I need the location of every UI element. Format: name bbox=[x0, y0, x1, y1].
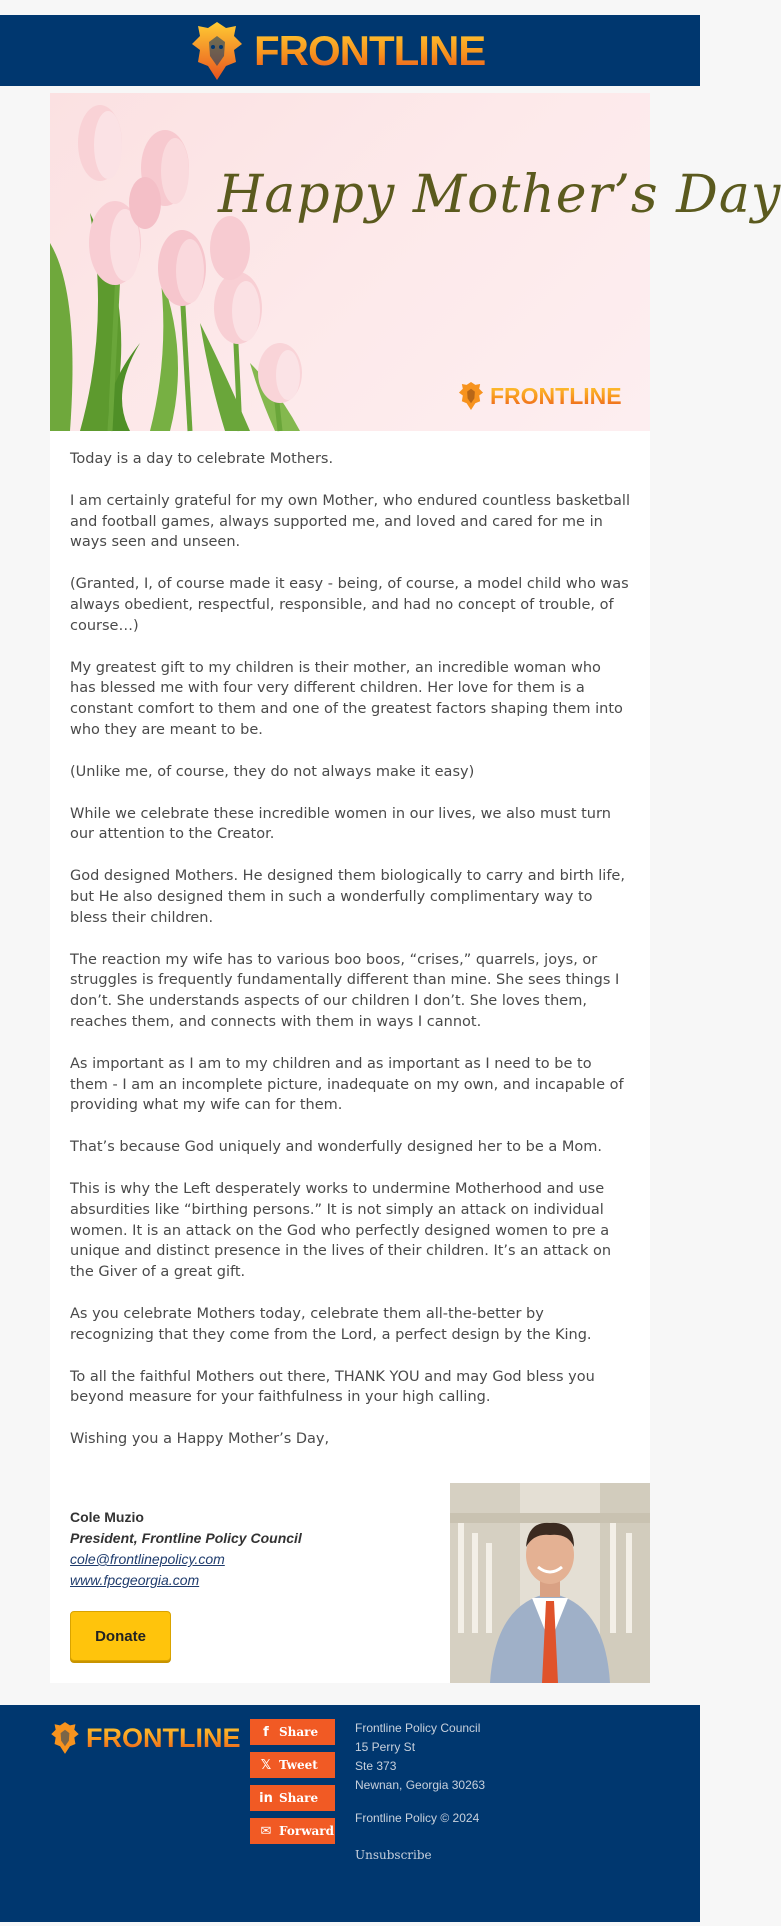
footer bbox=[0, 1705, 700, 1922]
hero-title: Happy Mother’s Day bbox=[218, 165, 781, 225]
signature-website-link[interactable]: www.fpcgeorgia.com bbox=[70, 1572, 200, 1588]
paragraph: (Unlike me, of course, they do not always make it easy) bbox=[70, 763, 475, 780]
paragraph: This is why the Left desperately works to undermine Motherhood and use absurdities like “birthing persons.” It is not simply an attack on individual women. It is an attack on the God who perfectly designed women to pre a unique and distinct presence in the lives of their children. It’s an attack on the Giver of a great gift. bbox=[70, 1180, 612, 1281]
tulips-illustration bbox=[50, 93, 310, 431]
email-content bbox=[50, 93, 781, 1683]
signature-name: Cole Muzio bbox=[70, 1509, 144, 1525]
hero-wordmark: FRONTLINE bbox=[490, 382, 622, 409]
x-icon: 𝕏 bbox=[260, 1757, 272, 1773]
lion-icon bbox=[190, 20, 244, 82]
signature-block bbox=[70, 1507, 302, 1591]
paragraph: I am certainly grateful for my own Mother, who endured countless basketball and football games, always supported me, and loved and cared for me in ways seen and unseen. bbox=[70, 492, 630, 551]
signature-title: President, Frontline Policy Council bbox=[70, 1530, 302, 1546]
linkedin-share-button[interactable] bbox=[250, 1785, 335, 1811]
signature-email-link[interactable]: cole@frontlinepolicy.com bbox=[70, 1551, 225, 1567]
address-line: Newnan, Georgia 30263 bbox=[355, 1778, 486, 1792]
paragraph: The reaction my wife has to various boo boos, “crises,” quarrels, joys, or struggles is frequently fundamentally different than mine. She sees things I don’t. She understands aspects of our children I don’t. She loves them, reaches them, and connects with them in ways I cannot. bbox=[70, 951, 620, 1030]
linkedin-icon: in bbox=[259, 1790, 273, 1806]
paragraph: That’s because God uniquely and wonderfully designed her to be a Mom. bbox=[70, 1139, 602, 1156]
x-tweet-button[interactable] bbox=[250, 1752, 335, 1778]
paragraph: My greatest gift to my children is their mother, an incredible woman who has blessed me with four very different children. Her love for them is a constant comfort to them and one of the greatest factors shaping them into who they are meant to be. bbox=[70, 659, 623, 738]
facebook-share-button[interactable] bbox=[250, 1719, 335, 1745]
copyright: Frontline Policy © 2024 bbox=[355, 1811, 480, 1825]
brand-wordmark: FRONTLINE bbox=[254, 27, 486, 74]
org-address bbox=[355, 1719, 485, 1795]
hero-logo bbox=[458, 381, 622, 411]
paragraph: As you celebrate Mothers today, celebrate them all-the-better by recognizing that they come from the Lord, a perfect design by the King. bbox=[70, 1305, 592, 1343]
lion-icon bbox=[50, 1721, 80, 1755]
forward-email-button[interactable] bbox=[250, 1818, 335, 1844]
footer-wordmark: FRONTLINE bbox=[86, 1722, 241, 1753]
paragraph: God designed Mothers. He designed them biologically to carry and birth life, but He also designed them in such a wonderfully complimentary way to bless their children. bbox=[70, 868, 625, 926]
button-label: Tweet bbox=[279, 1758, 318, 1772]
paragraph: Wishing you a Happy Mother’s Day, bbox=[70, 1431, 330, 1448]
footer-logo[interactable] bbox=[50, 1721, 241, 1755]
paragraph: While we celebrate these incredible women in our lives, we also must turn our attention to the Creator. bbox=[70, 805, 611, 843]
portrait-illustration bbox=[450, 1483, 650, 1683]
header-logo[interactable] bbox=[190, 18, 485, 84]
hero-image bbox=[50, 93, 781, 431]
address-line: 15 Perry St bbox=[355, 1740, 416, 1754]
unsubscribe-link[interactable]: Unsubscribe bbox=[355, 1848, 432, 1862]
header-bar bbox=[0, 15, 700, 86]
address-line: Frontline Policy Council bbox=[355, 1721, 481, 1735]
address-line: Ste 373 bbox=[355, 1759, 397, 1773]
button-label: Forward bbox=[279, 1824, 335, 1838]
paragraph: (Granted, I, of course made it easy - being, of course, a model child who was always obedient, respectful, responsible, and had no concept of trouble, of course…) bbox=[70, 576, 629, 634]
envelope-icon: ✉ bbox=[260, 1823, 272, 1839]
button-label: Share bbox=[279, 1791, 319, 1805]
button-label: Share bbox=[279, 1725, 319, 1739]
donate-button[interactable]: Donate bbox=[70, 1611, 171, 1661]
paragraph: To all the faithful Mothers out there, THANK YOU and may God bless you beyond measure for your faithfulness in your high calling. bbox=[70, 1368, 595, 1406]
letter-body bbox=[70, 449, 630, 1471]
author-photo bbox=[450, 1483, 650, 1683]
facebook-icon: f bbox=[263, 1724, 269, 1740]
paragraph: As important as I am to my children and as important as I need to be to them - I am an incomplete picture, inadequate on my own, and incapable of providing what my wife can for them. bbox=[70, 1055, 624, 1114]
paragraph: Today is a day to celebrate Mothers. bbox=[70, 451, 334, 467]
lion-icon bbox=[458, 381, 484, 411]
